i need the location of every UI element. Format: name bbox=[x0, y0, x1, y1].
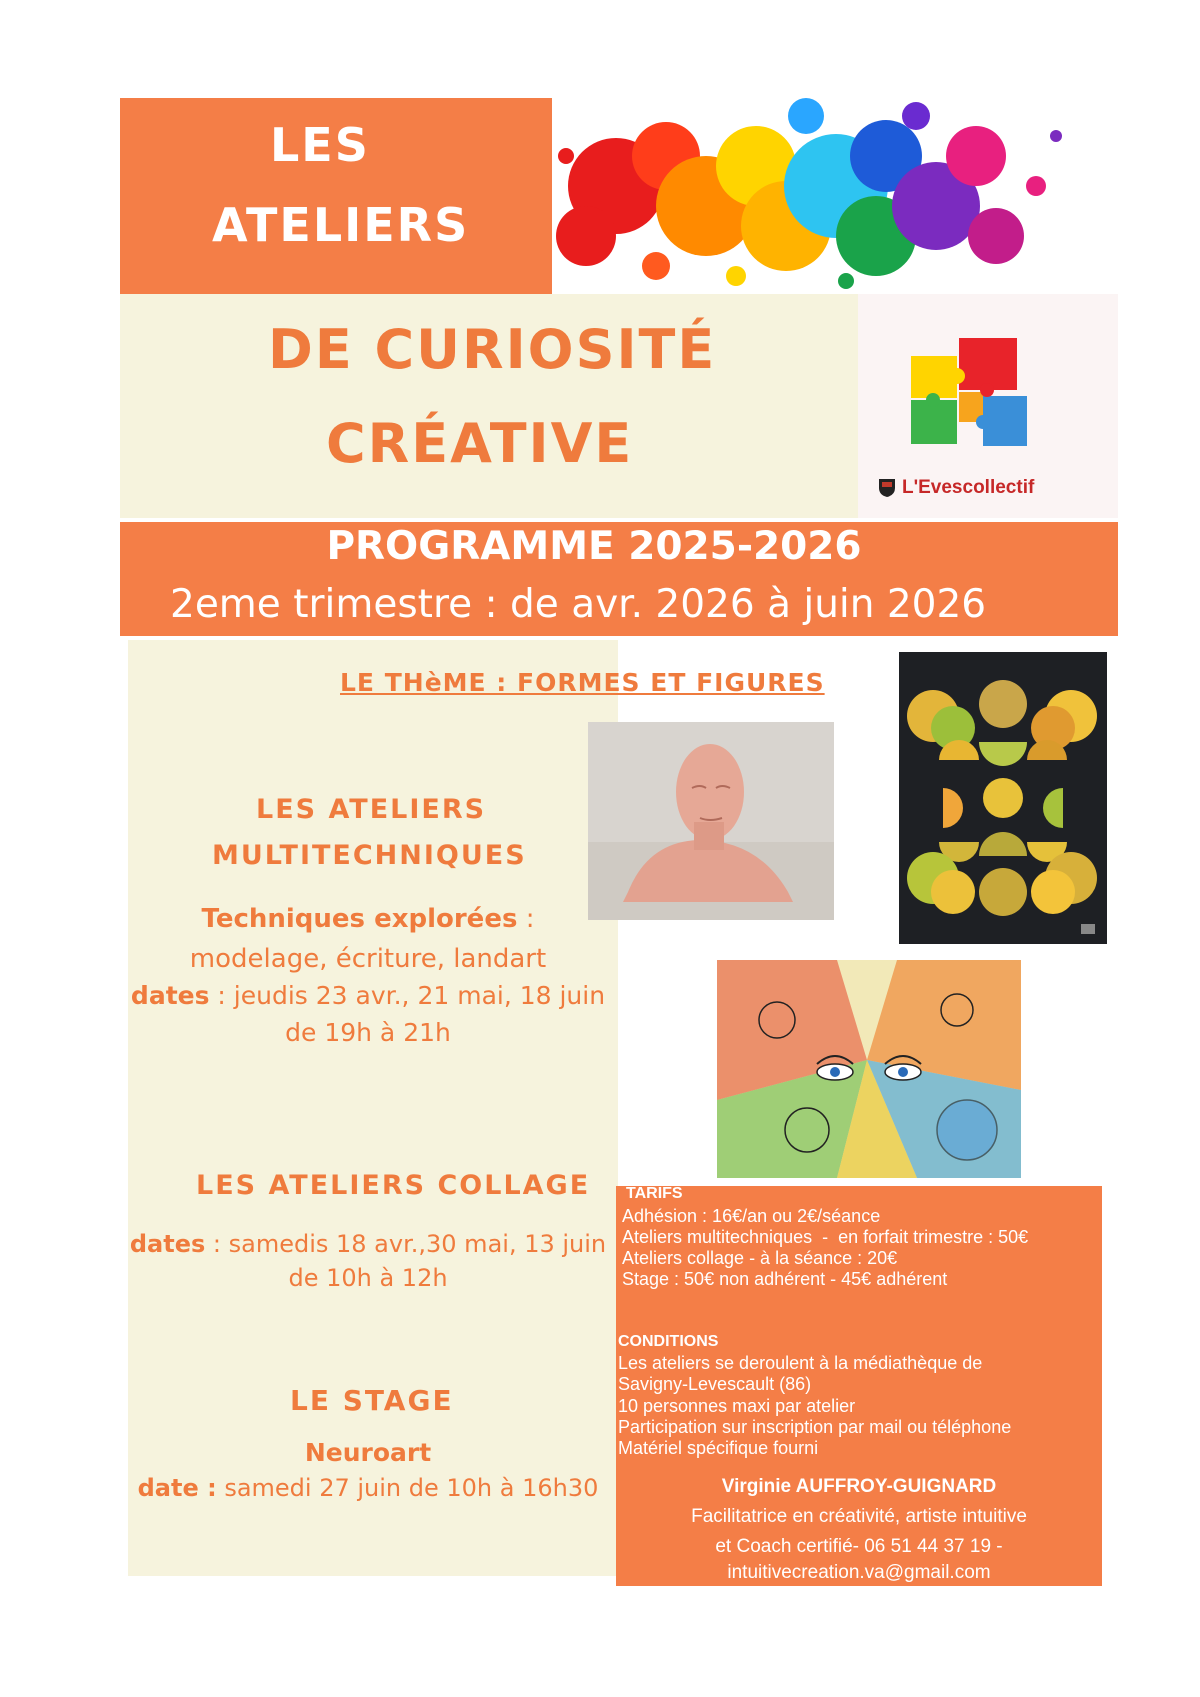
conditions-line-5: Matériel spécifique fourni bbox=[618, 1438, 819, 1458]
tarifs-line-1: Adhésion : 16€/an ou 2€/séance bbox=[622, 1206, 881, 1226]
collage-dates-label: dates bbox=[129, 1230, 206, 1258]
subtitle-line1: DE CURIOSITÉ bbox=[268, 318, 717, 381]
theme-label: LE THèME : FORMES ET FIGURES bbox=[340, 668, 825, 697]
header-title-line2: ATELIERS bbox=[212, 198, 470, 252]
conditions-line-4: Participation sur inscription par mail ou téléphone bbox=[618, 1417, 1012, 1437]
stage-name: Neuroart bbox=[304, 1438, 432, 1467]
techniques-line bbox=[128, 904, 608, 934]
techniques-colon: : bbox=[517, 904, 535, 934]
conditions-line-3: 10 personnes maxi par atelier bbox=[618, 1396, 856, 1416]
techniques-label: Techniques explorées bbox=[201, 904, 518, 934]
collage-artwork-photo bbox=[899, 652, 1107, 944]
programme-period: 2eme trimestre : de avr. 2026 à juin 2026 bbox=[170, 582, 987, 627]
collage-dates bbox=[128, 1230, 608, 1258]
logo-text: L'Evescollectif bbox=[902, 477, 1035, 498]
stage-date-value: samedi 27 juin de 10h à 16h30 bbox=[216, 1474, 599, 1502]
contact-line-2: et Coach certifié- 06 51 44 37 19 - bbox=[715, 1536, 1003, 1557]
header-title-line1: LES bbox=[270, 118, 370, 172]
tarifs-line-2: Ateliers multitechniques - en forfait trimestre : 50€ bbox=[622, 1227, 1029, 1247]
tarifs-title: TARIFS bbox=[626, 1185, 683, 1202]
techniques-list: modelage, écriture, landart bbox=[189, 944, 547, 974]
clay-sculpture-photo bbox=[588, 722, 834, 920]
contact-line-1: Facilitatrice en créativité, artiste intuitive bbox=[691, 1506, 1027, 1527]
conditions-title: CONDITIONS bbox=[618, 1333, 719, 1350]
multitechniques-heading-line1: LES ATELIERS bbox=[256, 794, 487, 825]
paint-splash-image bbox=[556, 96, 1086, 296]
puzzle-logo-icon bbox=[905, 332, 1035, 462]
stage-heading: LE STAGE bbox=[290, 1384, 454, 1417]
subtitle-line2: CRÉATIVE bbox=[326, 412, 634, 475]
contact-email[interactable]: intuitivecreation.va@gmail.com bbox=[727, 1562, 991, 1583]
multitechniques-dates-label: dates bbox=[130, 981, 210, 1010]
collage-hours: de 10h à 12h bbox=[288, 1264, 448, 1292]
contact-name: Virginie AUFFROY-GUIGNARD bbox=[721, 1476, 997, 1497]
multitechniques-dates bbox=[128, 981, 608, 1010]
multitechniques-heading-line2: MULTITECHNIQUES bbox=[212, 840, 527, 871]
collage-heading: LES ATELIERS COLLAGE bbox=[196, 1170, 591, 1201]
multitechniques-dates-value: : jeudis 23 avr., 21 mai, 18 juin bbox=[209, 981, 606, 1010]
tarifs-line-3: Ateliers collage - à la séance : 20€ bbox=[622, 1248, 898, 1268]
multitechniques-hours: de 19h à 21h bbox=[285, 1018, 451, 1047]
stage-date-label: date : bbox=[137, 1474, 217, 1502]
conditions-line-1: Les ateliers se deroulent à la médiathèque de bbox=[618, 1353, 983, 1373]
tarifs-line-4: Stage : 50€ non adhérent - 45€ adhérent bbox=[622, 1269, 948, 1289]
programme-title: PROGRAMME 2025-2026 bbox=[326, 524, 862, 569]
neuroart-painting-photo bbox=[717, 960, 1021, 1178]
collage-dates-value: : samedis 18 avr.,30 mai, 13 juin bbox=[205, 1230, 607, 1258]
crest-icon bbox=[878, 478, 896, 498]
stage-date bbox=[128, 1474, 608, 1502]
conditions-line-2: Savigny-Levescault (86) bbox=[618, 1374, 812, 1394]
